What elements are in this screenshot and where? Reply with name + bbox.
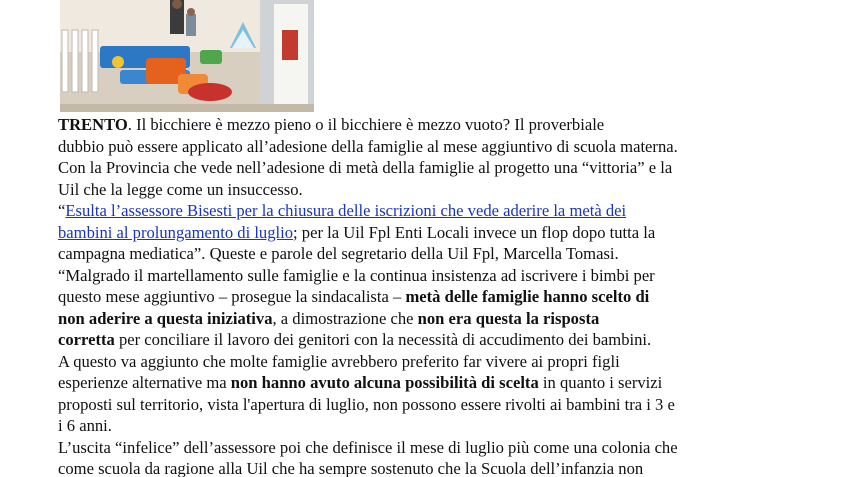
text-run: per conciliare il lavoro dei genitori con la necessità di accudimento dei bambini.: [114, 330, 652, 349]
article-line: [58, 243, 818, 265]
article-line: [58, 200, 818, 222]
bold-text: non aderire a questa iniziativa: [58, 308, 273, 328]
text-run: come scuola da ragione alla Uil che ha sempre sostenuto che la Scuola dell’infanzia non: [58, 459, 644, 477]
text-run: L’uscita “infelice” dell’assessore poi che definisce il mese di luglio più come una colonia che: [58, 437, 678, 457]
text-run: dubbio può essere applicato all’adesione della famiglie al mese aggiuntivo di scuola materna.: [58, 136, 678, 156]
text-run: esperienze alternative ma: [58, 373, 231, 392]
text-run: A questo va aggiunto che molte famiglie avrebbero preferito far vivere ai propri figli: [58, 351, 620, 371]
article-line: [58, 157, 818, 179]
text-run: questo mese aggiuntivo – prosegue la sindacalista –: [58, 287, 406, 306]
article-line: [58, 265, 818, 287]
article-line: [58, 136, 818, 158]
text-run: Uil che la legge come un insuccesso.: [58, 179, 303, 199]
article-line: [58, 179, 818, 201]
article-photo: [60, 0, 314, 112]
article-line: [58, 286, 818, 308]
bold-text: TRENTO: [58, 115, 128, 134]
article-line: [58, 351, 818, 373]
kindergarten-playroom-photo-icon: [60, 0, 314, 112]
article-line: [58, 114, 818, 136]
bold-text: corretta: [58, 330, 115, 349]
article-line: [58, 394, 818, 416]
article-line: [58, 222, 818, 244]
bold-text: metà delle famiglie hanno scelto di: [405, 287, 650, 306]
text-run: “: [58, 201, 66, 220]
text-run: , a dimostrazione che: [272, 308, 418, 328]
bold-text: non era questa la risposta: [417, 308, 600, 328]
bold-text: non hanno avuto alcuna possibilità di scelta: [230, 373, 539, 392]
article-line: [58, 372, 818, 394]
article-line: [58, 437, 818, 459]
text-run: . Il bicchiere è mezzo pieno o il bicchiere è mezzo vuoto? Il proverbiale: [127, 115, 605, 134]
text-run: proposti sul territorio, vista l'apertura di luglio, non possono essere rivolti ai bambini tra i 3 e: [58, 394, 675, 414]
article-body: [58, 114, 818, 477]
article-link[interactable]: Esulta l’assessore Bisesti per la chiusura delle iscrizioni che vede aderire la metà dei: [65, 201, 627, 220]
text-run: i 6 anni.: [58, 416, 112, 435]
text-run: campagna mediatica”. Queste e parole del segretario della Uil Fpl, Marcella Tomasi.: [58, 244, 619, 263]
article-line: [58, 308, 818, 330]
article-link[interactable]: bambini al prolungamento di luglio: [58, 222, 294, 242]
article-line: [58, 329, 818, 351]
article-line: [58, 458, 818, 477]
article-line: [58, 415, 818, 437]
text-run: Con la Provincia che vede nell’adesione di metà della famiglie al progetto una “vittoria” e la: [58, 158, 673, 177]
text-run: in quanto i servizi: [538, 373, 663, 392]
text-run: “Malgrado il martellamento sulle famiglie e la continua insistenza ad iscrivere i bimbi per: [58, 265, 655, 285]
text-run: ; per la Uil Fpl Enti Locali invece un flop dopo tutta la: [293, 222, 656, 242]
